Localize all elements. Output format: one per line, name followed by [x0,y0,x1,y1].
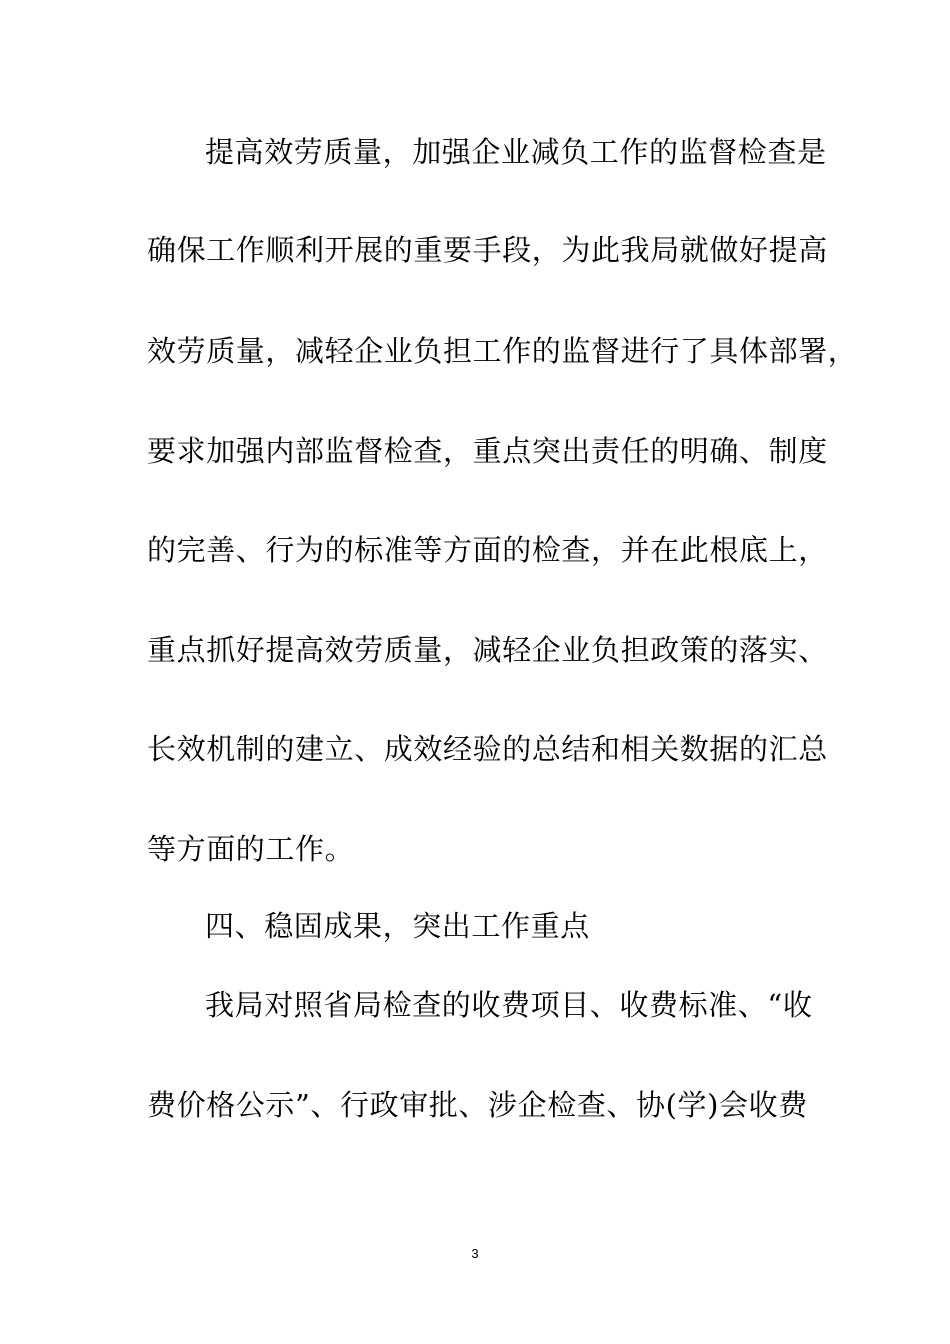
paragraph-line-6: 重点抓好提高效劳质量，减轻企业负担政策的落实、 [147,633,828,667]
page-number: 3 [471,1246,479,1261]
paragraph-line-2: 确保工作顺利开展的重要手段，为此我局就做好提高 [147,233,828,267]
paragraph-line-1: 提高效劳质量，加强企业减负工作的监督检查是 [205,135,827,169]
paragraph-line-9: 我局对照省局检查的收费项目、收费标准、“收 [205,988,813,1022]
paragraph-line-5: 的完善、行为的标准等方面的检查，并在此根底上， [147,533,828,567]
paragraph-line-4: 要求加强内部监督检查，重点突出责任的明确、制度 [147,434,828,468]
paragraph-line-8: 等方面的工作。 [147,832,355,866]
section-heading: 四、稳固成果，突出工作重点 [205,909,590,943]
paragraph-line-3: 效劳质量，减轻企业负担工作的监督进行了具体部署， [147,334,858,368]
paragraph-line-10: 费价格公示”、行政审批、涉企检查、协(学)会收费 [147,1088,808,1122]
paragraph-line-7: 长效机制的建立、成效经验的总结和相关数据的汇总 [147,732,828,766]
